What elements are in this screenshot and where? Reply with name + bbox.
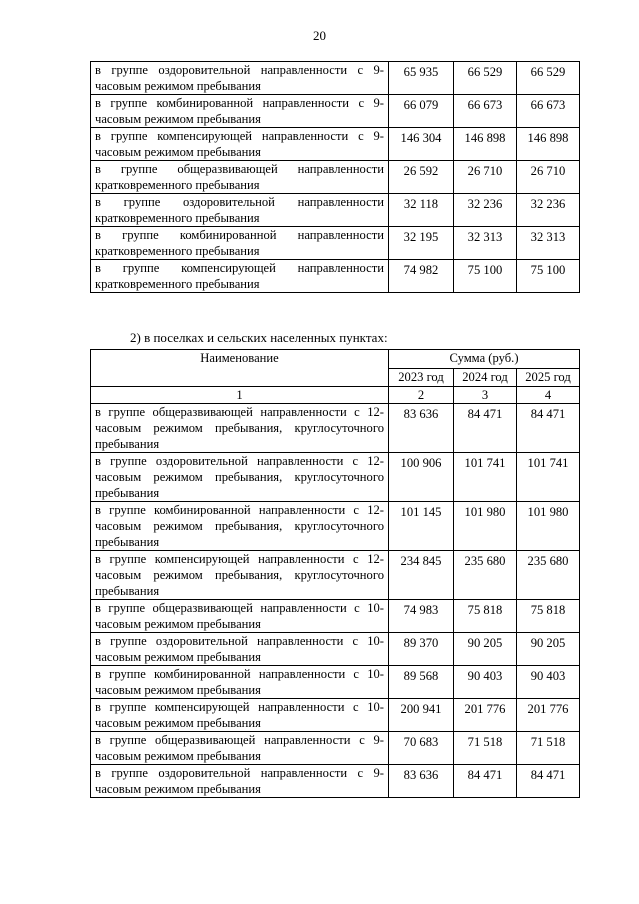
value-2025: 66 673 [517,95,580,128]
table-row [91,404,580,453]
row-name: в группе оздоровительной направленности с 10-часовым режимом пребывания [91,633,389,666]
value-2025: 71 518 [517,732,580,765]
table-row [91,260,580,293]
value-2024: 146 898 [454,128,517,161]
tariff-table-continued [90,61,580,293]
value-2025: 84 471 [517,765,580,798]
table-row [91,551,580,600]
value-2024: 32 313 [454,227,517,260]
row-name: в группе общеразвивающей направленности с 10-часовым режимом пребывания [91,600,389,633]
value-2025: 235 680 [517,551,580,600]
section-heading: 2) в поселках и сельских населенных пунктах: [130,330,388,345]
table-row [91,128,580,161]
value-2024: 84 471 [454,404,517,453]
value-2025: 90 205 [517,633,580,666]
table-row [91,453,580,502]
value-2025: 66 529 [517,62,580,95]
value-2024: 90 403 [454,666,517,699]
value-2025: 75 100 [517,260,580,293]
table-colnum-row [91,387,580,404]
row-name: в группе оздоровительной направленности с 9-часовым режимом пребывания [91,62,389,95]
value-2025: 201 776 [517,699,580,732]
table-header-row [91,350,580,369]
row-name: в группе оздоровительной направленности кратковременного пребывания [91,194,389,227]
value-2024: 75 100 [454,260,517,293]
header-year-2023: 2023 год [389,369,454,387]
value-2025: 75 818 [517,600,580,633]
value-2025: 26 710 [517,161,580,194]
row-name: в группе компенсирующей направленности с 12-часовым режимом пребывания, круглосуточного пребывания [91,551,389,600]
value-2023: 89 370 [389,633,454,666]
header-year-2024: 2024 год [454,369,517,387]
value-2025: 84 471 [517,404,580,453]
table-row [91,502,580,551]
value-2024: 32 236 [454,194,517,227]
value-2024: 101 980 [454,502,517,551]
value-2024: 90 205 [454,633,517,666]
value-2024: 84 471 [454,765,517,798]
value-2024: 26 710 [454,161,517,194]
row-name: в группе компенсирующей направленности кратковременного пребывания [91,260,389,293]
row-name: в группе компенсирующей направленности с 10-часовым режимом пребывания [91,699,389,732]
value-2023: 83 636 [389,404,454,453]
table-row [91,633,580,666]
value-2024: 66 673 [454,95,517,128]
table-row [91,62,580,95]
row-name: в группе оздоровительной направленности с 12-часовым режимом пребывания, круглосуточного пребывания [91,453,389,502]
value-2023: 146 304 [389,128,454,161]
value-2024: 66 529 [454,62,517,95]
value-2024: 75 818 [454,600,517,633]
value-2023: 74 982 [389,260,454,293]
header-name: Наименование [91,350,389,387]
row-name: в группе комбинированной направленности с 12-часовым режимом пребывания, круглосуточного пребывания [91,502,389,551]
value-2023: 32 195 [389,227,454,260]
row-name: в группе компенсирующей направленности с 9-часовым режимом пребывания [91,128,389,161]
value-2023: 200 941 [389,699,454,732]
value-2025: 90 403 [517,666,580,699]
value-2024: 235 680 [454,551,517,600]
value-2024: 71 518 [454,732,517,765]
header-sum: Сумма (руб.) [389,350,580,369]
value-2025: 32 236 [517,194,580,227]
row-name: в группе общеразвивающей направленности с 9-часовым режимом пребывания [91,732,389,765]
value-2023: 89 568 [389,666,454,699]
value-2023: 101 145 [389,502,454,551]
value-2023: 66 079 [389,95,454,128]
row-name: в группе общеразвивающей направленности кратковременного пребывания [91,161,389,194]
value-2025: 146 898 [517,128,580,161]
table-row [91,95,580,128]
row-name: в группе комбинированной направленности с 9-часовым режимом пребывания [91,95,389,128]
value-2023: 100 906 [389,453,454,502]
value-2025: 101 980 [517,502,580,551]
col-number-2: 2 [389,387,454,404]
value-2023: 65 935 [389,62,454,95]
table-row [91,600,580,633]
value-2024: 201 776 [454,699,517,732]
value-2025: 32 313 [517,227,580,260]
table-row [91,194,580,227]
value-2023: 32 118 [389,194,454,227]
value-2023: 26 592 [389,161,454,194]
tariff-table-settlements [90,349,580,798]
table-row [91,699,580,732]
row-name: в группе общеразвивающей направленности с 12-часовым режимом пребывания, круглосуточного пребывания [91,404,389,453]
value-2023: 74 983 [389,600,454,633]
col-number-1: 1 [91,387,389,404]
page-number: 20 [313,28,326,43]
value-2024: 101 741 [454,453,517,502]
table-row [91,161,580,194]
value-2023: 234 845 [389,551,454,600]
table-row [91,666,580,699]
value-2023: 70 683 [389,732,454,765]
table-row [91,732,580,765]
col-number-3: 3 [454,387,517,404]
row-name: в группе оздоровительной направленности с 9-часовым режимом пребывания [91,765,389,798]
value-2023: 83 636 [389,765,454,798]
row-name: в группе комбинированной направленности кратковременного пребывания [91,227,389,260]
table-row [91,765,580,798]
table-row [91,227,580,260]
row-name: в группе комбинированной направленности с 10-часовым режимом пребывания [91,666,389,699]
col-number-4: 4 [517,387,580,404]
header-year-2025: 2025 год [517,369,580,387]
value-2025: 101 741 [517,453,580,502]
